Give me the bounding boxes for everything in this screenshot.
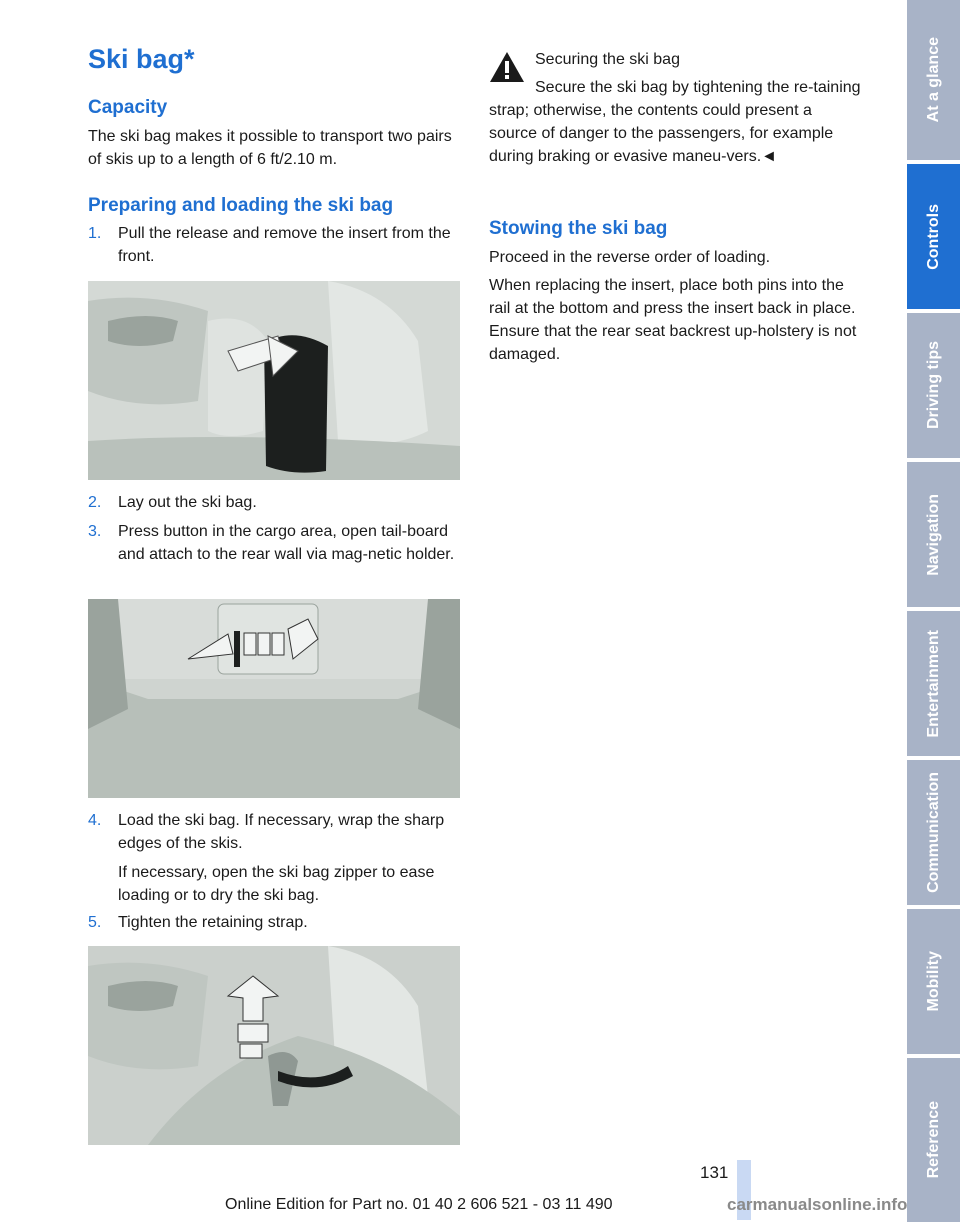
tab-navigation[interactable]: Navigation — [907, 462, 960, 607]
step-5 — [88, 911, 463, 934]
ski-bag-strap-illustration — [88, 946, 460, 1145]
stowing-text-2: When replacing the insert, place both pins into the rail at the bottom and press the insert back in place. Ensure that the rear seat backrest up-holstery is not damaged. — [489, 277, 857, 363]
rear-seat-insert-illustration — [88, 281, 460, 480]
warning-title: Securing the ski bag — [535, 51, 680, 68]
watermark-text: carmanualsonline.info — [727, 1195, 908, 1214]
capacity-heading: Capacity — [88, 97, 168, 118]
page-title: Ski bag* — [88, 44, 195, 74]
tab-entertainment[interactable]: Entertainment — [907, 611, 960, 756]
tab-controls[interactable]: Controls — [907, 164, 960, 309]
step-number: 4. — [88, 812, 102, 829]
step-text: Press button in the cargo area, open tail-board and attach to the rear wall via mag-netic holder. — [118, 523, 455, 563]
step-text: Pull the release and remove the insert from the front. — [118, 225, 451, 265]
cargo-area-illustration — [88, 599, 460, 798]
step-text: Load the ski bag. If necessary, wrap the sharp edges of the skis. — [118, 812, 445, 852]
tab-reference[interactable]: Reference — [907, 1058, 960, 1222]
cargo-area-photo — [88, 599, 460, 798]
step-number: 5. — [88, 914, 102, 931]
warning-text-content: Secure the ski bag by tightening the re-taining strap; otherwise, the contents could present a source of danger to the passengers, for example during braking or evasive maneu-vers.◄ — [489, 79, 861, 165]
warning-text — [489, 76, 864, 168]
tab-at-a-glance[interactable]: At a glance — [907, 0, 960, 160]
step-1 — [88, 222, 463, 268]
step-text: Lay out the ski bag. — [118, 494, 257, 511]
page-number: 131 — [700, 1163, 729, 1182]
step-number: 2. — [88, 494, 102, 511]
tab-driving-tips[interactable]: Driving tips — [907, 313, 960, 458]
chapter-sidebar — [905, 0, 960, 1222]
tab-mobility[interactable]: Mobility — [907, 909, 960, 1054]
step-number: 1. — [88, 225, 102, 242]
footer-text: Online Edition for Part no. 01 40 2 606 521 - 03 11 490 — [225, 1196, 613, 1213]
step-2 — [88, 491, 463, 514]
stowing-heading: Stowing the ski bag — [489, 218, 668, 239]
capacity-text: The ski bag makes it possible to transport two pairs of skis up to a length of 6 ft/2.10 m. — [88, 128, 452, 168]
rear-seat-insert-photo — [88, 281, 460, 480]
ski-bag-strap-photo — [88, 946, 460, 1145]
step-number: 3. — [88, 523, 102, 540]
step-4-extra: If necessary, open the ski bag zipper to ease loading or to dry the ski bag. — [118, 864, 435, 904]
stowing-text-1: Proceed in the reverse order of loading. — [489, 249, 771, 266]
step-3 — [88, 520, 463, 589]
tab-communication[interactable]: Communication — [907, 760, 960, 905]
preparing-heading: Preparing and loading the ski bag — [88, 195, 394, 216]
step-text: Tighten the retaining strap. — [118, 914, 308, 931]
step-4 — [88, 809, 463, 855]
